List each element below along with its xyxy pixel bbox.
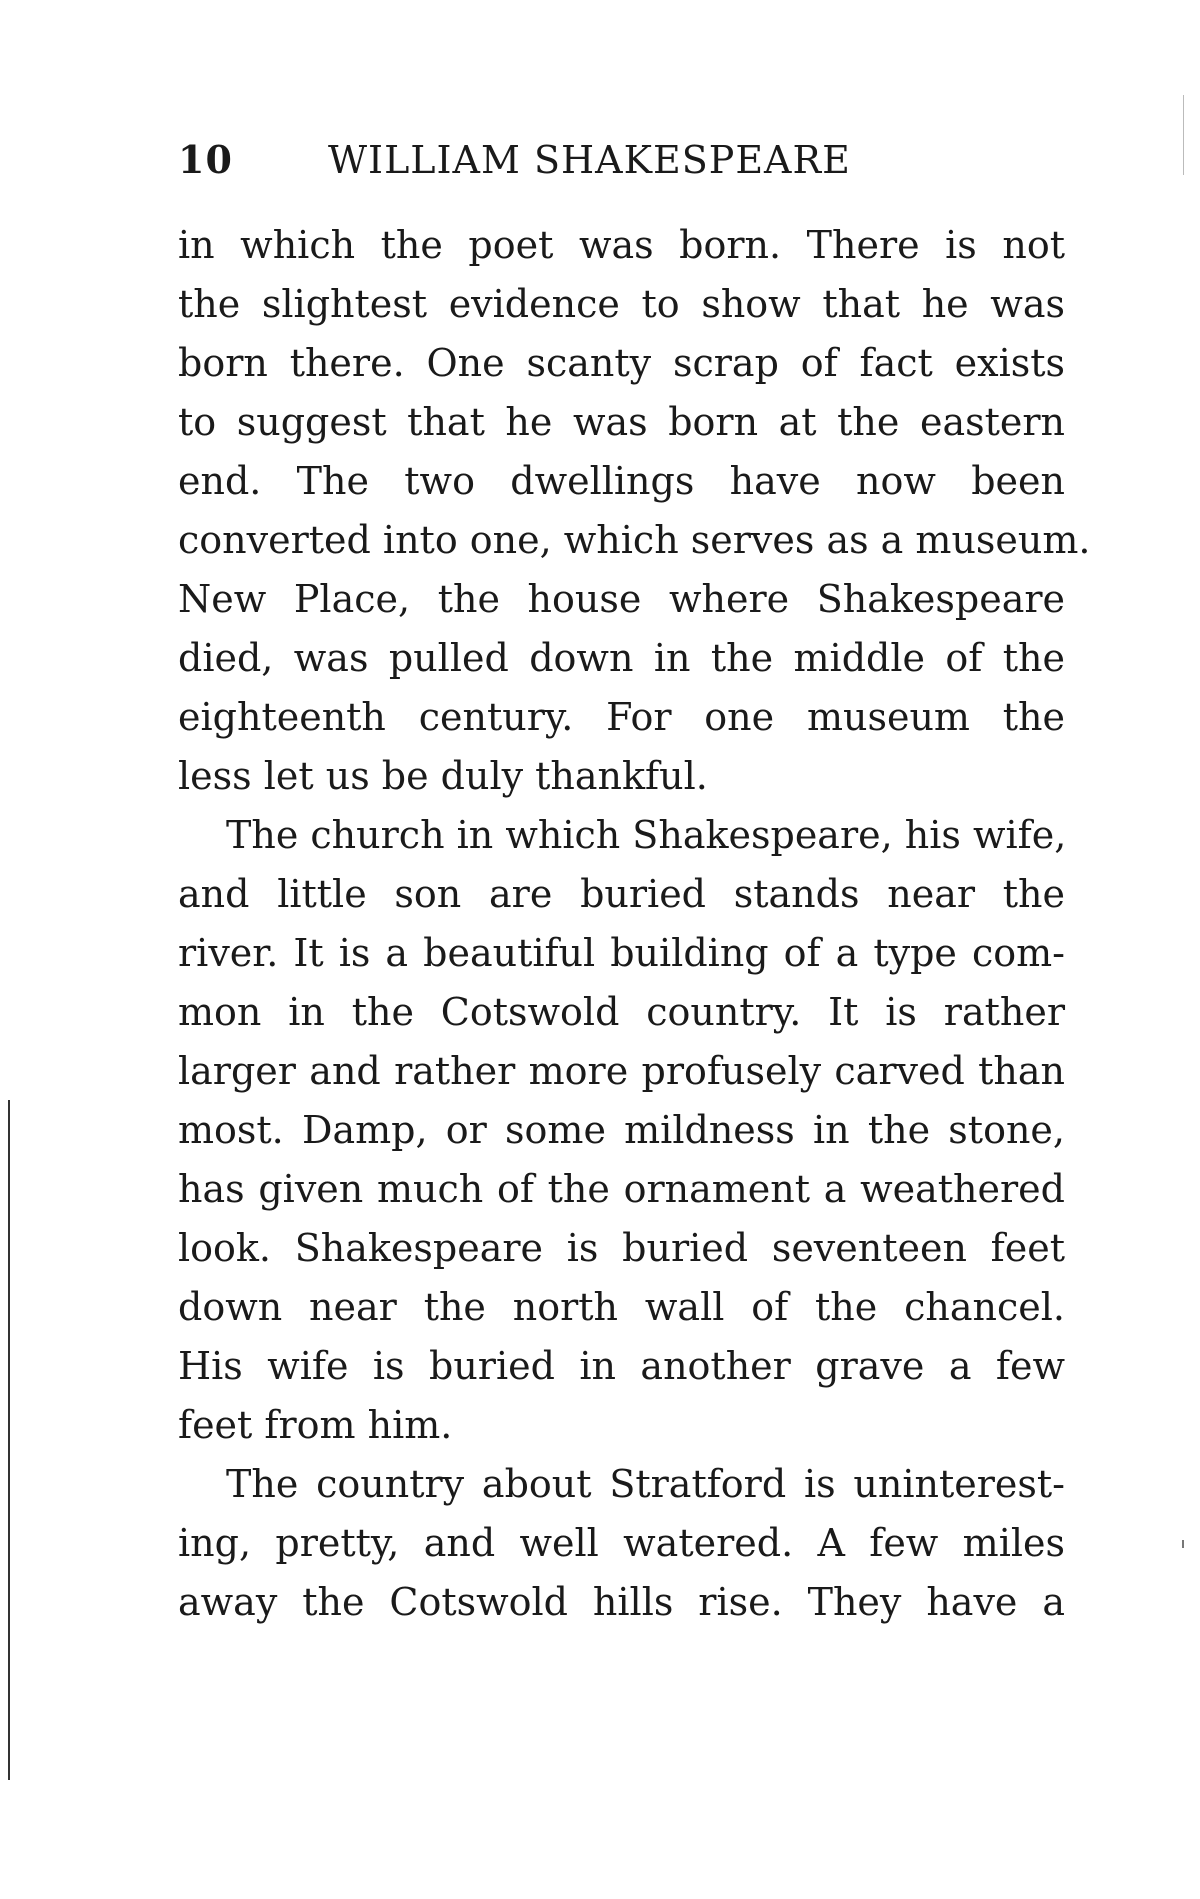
running-head — [178, 135, 938, 185]
text-line: born there. One scanty scrap of fact exists — [178, 341, 1065, 385]
text-line: larger and rather more profusely carved than — [178, 1049, 1065, 1093]
text-line: look. Shakespeare is buried seventeen feet — [178, 1226, 1065, 1270]
text-line: His wife is buried in another grave a few — [178, 1344, 1065, 1388]
scan-edge-mark — [1183, 95, 1184, 175]
text-line: the slightest evidence to show that he was — [178, 282, 1065, 326]
text-line: ing, pretty, and well watered. A few miles — [178, 1521, 1065, 1565]
text-line: less let us be duly thankful. — [178, 754, 708, 798]
text-line: down near the north wall of the chancel. — [178, 1285, 1065, 1329]
text-line: river. It is a beautiful building of a type com- — [178, 931, 1065, 975]
text-line: converted into one, which serves as a museum. — [178, 518, 1091, 562]
page-number: 10 — [178, 137, 233, 182]
scan-edge-line — [8, 1100, 10, 1780]
text-line: eighteenth century. For one museum the — [178, 695, 1065, 739]
text-line: and little son are buried stands near the — [178, 872, 1065, 916]
text-line: The church in which Shakespeare, his wife, — [226, 813, 1067, 857]
text-line: to suggest that he was born at the eastern — [178, 400, 1065, 444]
text-line: feet from him. — [178, 1403, 453, 1447]
text-line: mon in the Cotswold country. It is rather — [178, 990, 1065, 1034]
running-title: WILLIAM SHAKESPEARE — [328, 138, 851, 182]
scan-speck — [1182, 1540, 1184, 1548]
text-line: has given much of the ornament a weathered — [178, 1167, 1065, 1211]
text-line: died, was pulled down in the middle of the — [178, 636, 1065, 680]
text-line: in which the poet was born. There is not — [178, 223, 1065, 267]
text-line: away the Cotswold hills rise. They have a — [178, 1580, 1065, 1624]
text-line: New Place, the house where Shakespeare — [178, 577, 1065, 621]
text-line: The country about Stratford is uninterest- — [226, 1462, 1065, 1506]
text-line: most. Damp, or some mildness in the stone, — [178, 1108, 1065, 1152]
text-line: end. The two dwellings have now been — [178, 459, 1065, 503]
